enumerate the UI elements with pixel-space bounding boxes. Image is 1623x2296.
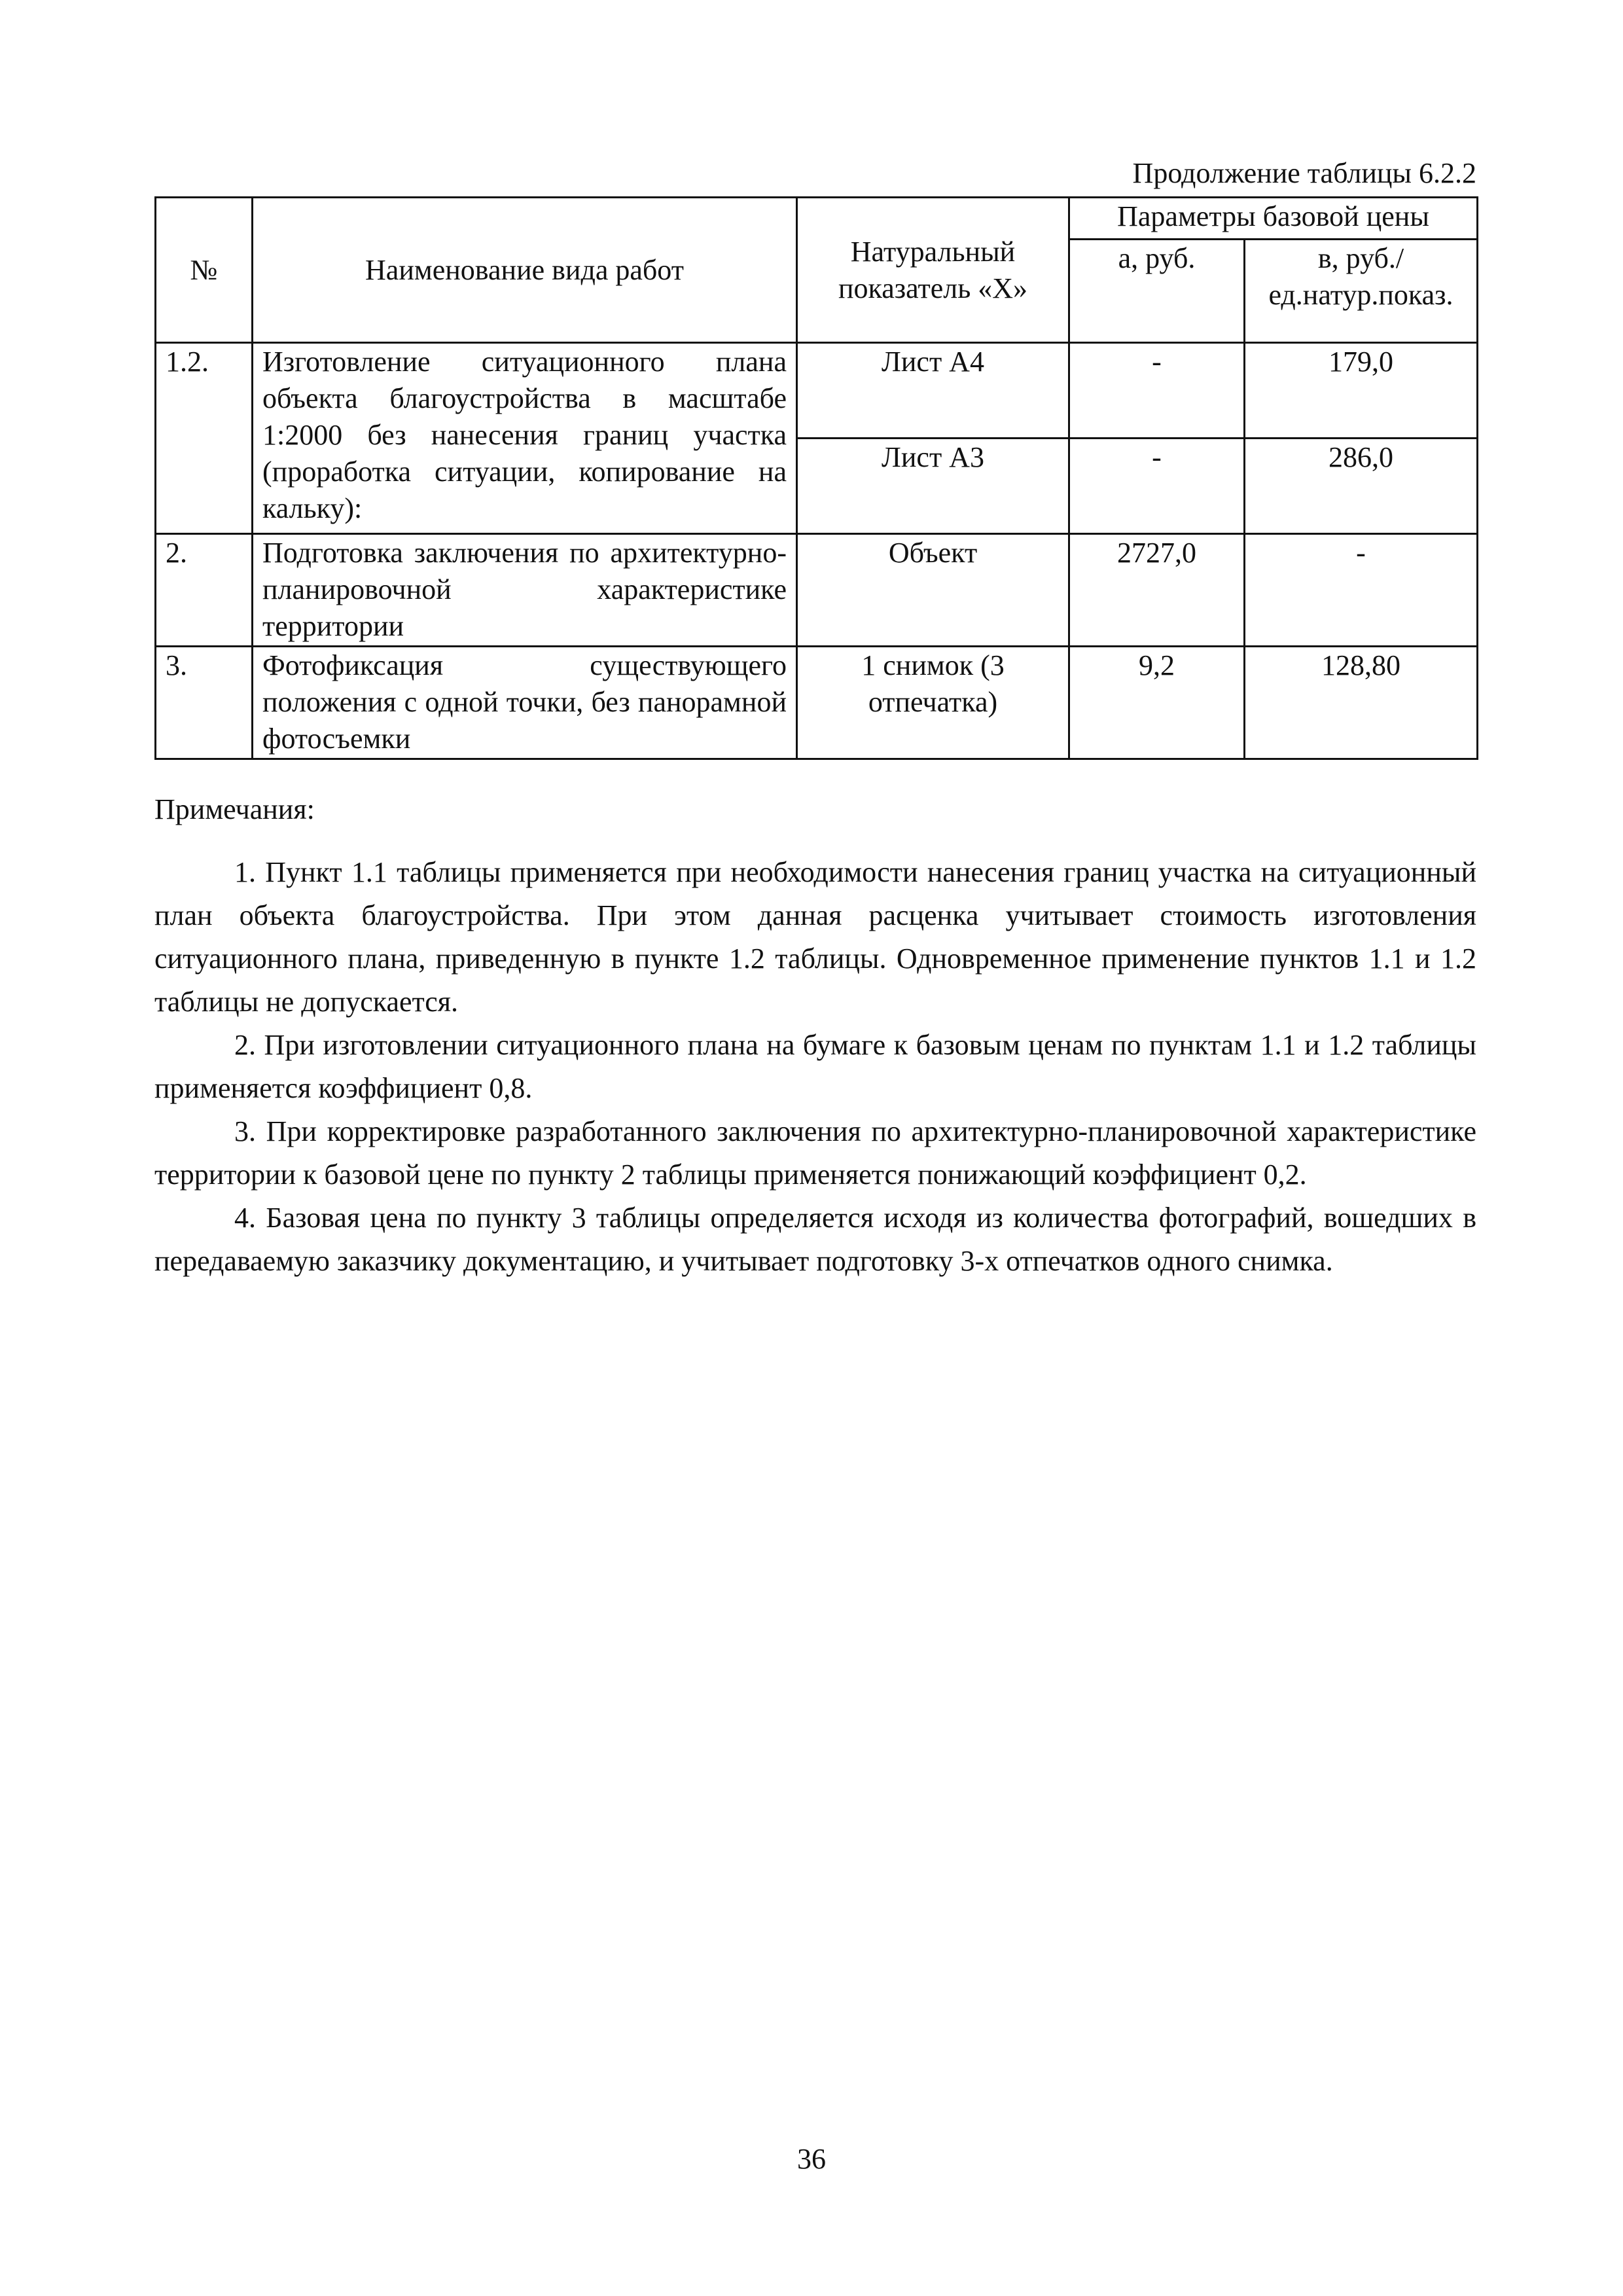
table-caption: Продолжение таблицы 6.2.2 — [1132, 157, 1476, 189]
row-param-b: - — [1245, 534, 1478, 647]
note-item: 1. Пункт 1.1 таблицы применяется при необходимости нанесения границ участка на ситуационный план объекта благоустройства. При этом данная расценка учитывает стоимость изготовления ситуационного плана, приведенную в пункте 1.2 таблицы. Одновременное применение пунктов 1.1 и 1.2 таблицы не допускается. — [154, 856, 1476, 1018]
note-item: 3. При корректировке разработанного заключения по архитектурно-планировочной характеристике территории к базовой цене по пункту 2 таблицы применяется понижающий коэффициент 0,2. — [154, 1115, 1476, 1191]
row-param-b: 286,0 — [1245, 439, 1478, 534]
note-item: 2. При изготовлении ситуационного плана на бумаге к базовым ценам по пунктам 1.1 и 1.2 таблицы применяется коэффициент 0,8. — [154, 1029, 1476, 1104]
header-indicator: Натуральный показатель «X» — [797, 198, 1069, 343]
row-num: 1.2. — [156, 343, 253, 534]
row-num: 3. — [156, 647, 253, 759]
table-row — [156, 343, 1478, 439]
row-work-name: Подготовка заключения по архитектурно-планировочной характеристике территории — [253, 534, 797, 647]
row-param-b: 179,0 — [1245, 343, 1478, 439]
header-param-b: в, руб./ ед.натур.показ. — [1245, 240, 1478, 343]
header-param-a: а, руб. — [1069, 240, 1245, 343]
row-num: 2. — [156, 534, 253, 647]
row-work-name: Фотофиксация существующего положения с одной точки, без панорамной фотосъемки — [253, 647, 797, 759]
row-param-b: 128,80 — [1245, 647, 1478, 759]
row-indicator: Лист А3 — [797, 439, 1069, 534]
header-base-price-params: Параметры базовой цены — [1069, 198, 1478, 240]
notes-title: Примечания: — [154, 793, 315, 825]
price-table — [154, 196, 1478, 760]
row-work-name: Изготовление ситуационного плана объекта благоустройства в масштабе 1:2000 без нанесения границ участка (проработка ситуации, копирование на кальку): — [253, 343, 797, 534]
header-num: № — [156, 198, 253, 343]
row-param-a: 2727,0 — [1069, 534, 1245, 647]
table-row — [156, 534, 1478, 647]
row-param-a: - — [1069, 343, 1245, 439]
row-param-a: - — [1069, 439, 1245, 534]
row-param-a: 9,2 — [1069, 647, 1245, 759]
header-work-name: Наименование вида работ — [253, 198, 797, 343]
page-number: 36 — [797, 2143, 826, 2175]
notes-list — [154, 851, 1476, 1283]
row-indicator: Лист А4 — [797, 343, 1069, 439]
table-header-row — [156, 198, 1478, 240]
row-indicator: Объект — [797, 534, 1069, 647]
table-row — [156, 647, 1478, 759]
row-indicator: 1 снимок (3 отпечатка) — [797, 647, 1069, 759]
note-item: 4. Базовая цена по пункту 3 таблицы определяется исходя из количества фотографий, вошедших в передаваемую заказчику документацию, и учитывает подготовку 3-х отпечатков одного снимка. — [154, 1202, 1476, 1277]
